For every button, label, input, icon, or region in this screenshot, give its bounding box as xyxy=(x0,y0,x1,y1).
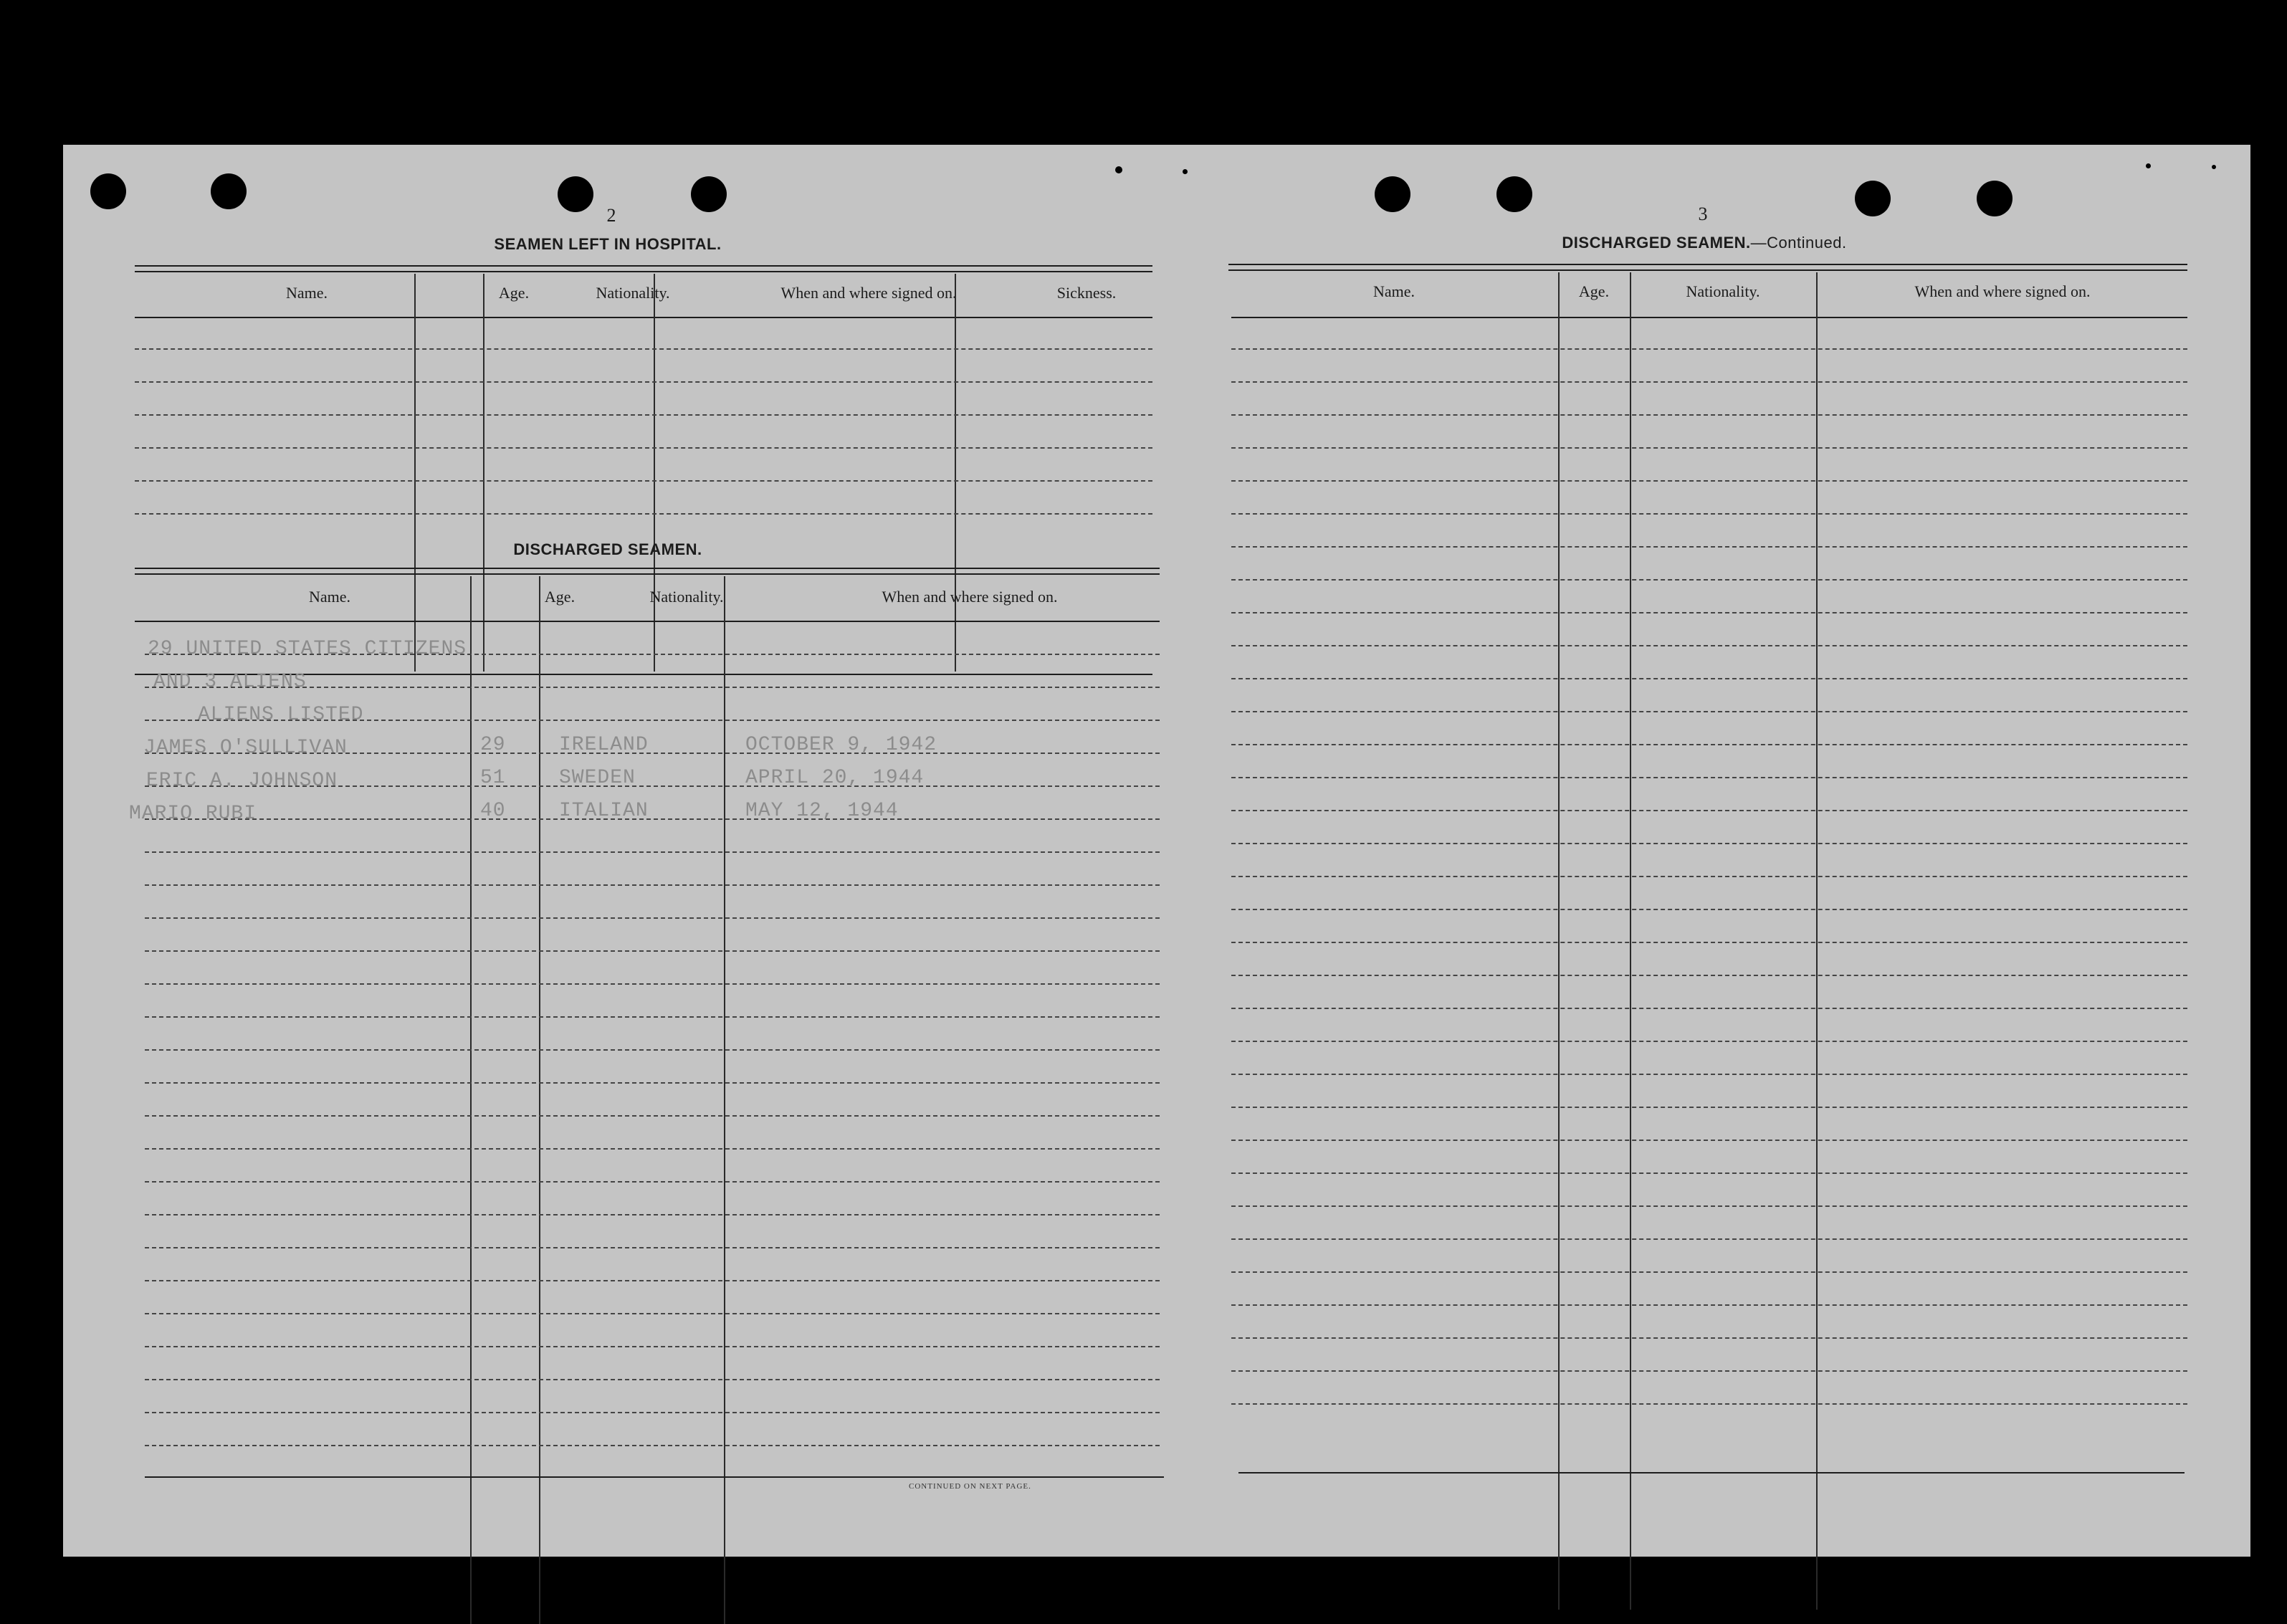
seaman-signed-on: APRIL 20, 1944 xyxy=(745,767,925,789)
ruled-line xyxy=(1231,1370,2187,1372)
ruled-line xyxy=(135,348,1152,350)
ruled-line xyxy=(1231,744,2187,745)
hospital-col-name: Name. xyxy=(285,284,328,302)
column-divider xyxy=(724,576,725,1624)
punch-hole xyxy=(1977,181,2013,216)
punch-hole xyxy=(1375,176,1410,212)
ruled-line xyxy=(145,851,1160,853)
punch-hole xyxy=(211,173,247,209)
discharged-col-name: Name. xyxy=(308,588,351,606)
ruled-line xyxy=(1231,1403,2187,1405)
hospital-section-title: SEAMEN LEFT IN HOSPITAL. xyxy=(494,235,722,253)
page-number: 2 xyxy=(606,205,616,226)
rule xyxy=(135,568,1160,569)
ruled-line xyxy=(145,983,1160,985)
ruled-line xyxy=(145,1313,1160,1314)
rule xyxy=(135,317,1152,318)
ruled-line xyxy=(135,381,1152,383)
ruled-line xyxy=(1231,942,2187,943)
ruled-line xyxy=(135,447,1152,449)
ruled-line xyxy=(1231,909,2187,910)
rule xyxy=(135,265,1152,267)
punch-hole xyxy=(691,176,727,212)
punch-hole xyxy=(1496,176,1532,212)
ruled-line xyxy=(145,917,1160,919)
column-divider xyxy=(414,274,416,672)
note-line: 29 UNITED STATES CITIZENS xyxy=(148,638,467,660)
discharged-continued-title xyxy=(1224,234,2185,252)
seaman-signed-on: OCTOBER 9, 1942 xyxy=(745,734,937,756)
page-number: 3 xyxy=(1698,204,1708,224)
seaman-name: JAMES O'SULLIVAN xyxy=(143,737,348,759)
ruled-line xyxy=(1231,1140,2187,1141)
ruled-line xyxy=(145,950,1160,952)
discharged-col-signed-on: When and where signed on. xyxy=(882,588,1058,606)
discharged-col-nationality: Nationality. xyxy=(649,588,724,606)
speck xyxy=(2212,165,2216,169)
speck xyxy=(2146,163,2151,168)
ruled-line xyxy=(145,1049,1160,1051)
seaman-signed-on: MAY 12, 1944 xyxy=(745,800,899,822)
rule xyxy=(1228,264,2187,265)
ruled-line xyxy=(1231,612,2187,613)
continued-col-nationality: Nationality. xyxy=(1686,282,1760,300)
ruled-line xyxy=(1231,1008,2187,1009)
ruled-line xyxy=(135,513,1152,515)
seaman-name: ERIC A. JOHNSON xyxy=(146,770,338,792)
column-divider xyxy=(955,274,956,672)
ruled-line xyxy=(1231,480,2187,482)
ruled-line xyxy=(145,1445,1160,1446)
ruled-line xyxy=(145,1214,1160,1215)
seaman-nationality: SWEDEN xyxy=(559,767,636,789)
column-divider xyxy=(1630,272,1631,1610)
column-divider xyxy=(470,576,472,1624)
ruled-line xyxy=(1231,546,2187,548)
column-divider xyxy=(483,274,484,672)
ruled-line xyxy=(1231,447,2187,449)
ruled-line xyxy=(1231,843,2187,844)
seaman-age: 40 xyxy=(480,800,506,822)
ruled-line xyxy=(145,1247,1160,1248)
ruled-line xyxy=(1231,1271,2187,1273)
ruled-line xyxy=(1231,1074,2187,1075)
title-text: DISCHARGED SEAMEN. xyxy=(1562,234,1751,252)
rule xyxy=(1238,1472,2185,1473)
ruled-line xyxy=(1231,810,2187,811)
seaman-nationality: ITALIAN xyxy=(559,800,649,822)
ruled-line xyxy=(1231,579,2187,581)
ruled-line xyxy=(145,1181,1160,1183)
ruled-line xyxy=(1231,1238,2187,1240)
ruled-line xyxy=(1231,1107,2187,1108)
hospital-col-nationality: Nationality. xyxy=(596,284,670,302)
ruled-line xyxy=(145,1346,1160,1347)
seaman-age: 51 xyxy=(480,767,506,789)
speck xyxy=(1183,169,1188,174)
ruled-line xyxy=(145,1280,1160,1281)
ruled-line xyxy=(1231,678,2187,679)
hospital-col-age: Age. xyxy=(498,284,530,302)
hospital-col-signed-on: When and where signed on. xyxy=(780,284,957,302)
continued-col-signed-on: When and where signed on. xyxy=(1914,282,2091,300)
punch-hole xyxy=(558,176,593,212)
ledger-sheet xyxy=(63,145,2250,1557)
hospital-col-sickness: Sickness. xyxy=(1056,284,1117,302)
discharged-col-age: Age. xyxy=(544,588,576,606)
ruled-line xyxy=(1231,1041,2187,1042)
ruled-line xyxy=(145,1016,1160,1018)
rule xyxy=(135,573,1160,575)
ruled-line xyxy=(145,818,1160,820)
rule xyxy=(1228,269,2187,271)
note-line: AND 3 ALIENS xyxy=(153,671,307,693)
column-divider xyxy=(654,274,655,672)
ruled-line xyxy=(145,1115,1160,1117)
ruled-line xyxy=(1231,777,2187,778)
continued-note: CONTINUED ON NEXT PAGE. xyxy=(909,1482,1031,1491)
column-divider xyxy=(1816,272,1818,1610)
ruled-line xyxy=(1231,414,2187,416)
ruled-line xyxy=(1231,1172,2187,1174)
rule xyxy=(145,1476,1164,1478)
ruled-line xyxy=(135,480,1152,482)
rule xyxy=(135,271,1152,272)
discharged-section-title: DISCHARGED SEAMEN. xyxy=(513,540,702,558)
rule xyxy=(1231,317,2187,318)
ruled-line xyxy=(135,414,1152,416)
ruled-line xyxy=(1231,1304,2187,1306)
ruled-line xyxy=(1231,1205,2187,1207)
seaman-name: MARIO RUBI xyxy=(129,803,257,825)
punch-hole xyxy=(90,173,126,209)
ruled-line xyxy=(1231,513,2187,515)
column-divider xyxy=(539,576,540,1624)
ruled-line xyxy=(145,884,1160,886)
note-line: ALIENS LISTED xyxy=(198,704,364,726)
ruled-line xyxy=(1231,645,2187,646)
ruled-line xyxy=(1231,348,2187,350)
ruled-line xyxy=(1231,711,2187,712)
seaman-nationality: IRELAND xyxy=(559,734,649,756)
ruled-line xyxy=(145,1379,1160,1380)
title-suffix: —Continued. xyxy=(1750,234,1847,252)
ruled-line xyxy=(1231,381,2187,383)
rule xyxy=(135,621,1160,622)
continued-col-age: Age. xyxy=(1578,282,1610,300)
seaman-age: 29 xyxy=(480,734,506,756)
punch-hole xyxy=(1855,181,1891,216)
ruled-line xyxy=(145,1412,1160,1413)
ruled-line xyxy=(145,1082,1160,1084)
speck xyxy=(1115,166,1122,173)
column-divider xyxy=(1558,272,1560,1610)
ruled-line xyxy=(1231,876,2187,877)
ruled-line xyxy=(1231,1337,2187,1339)
continued-col-name: Name. xyxy=(1372,282,1415,300)
ruled-line xyxy=(1231,975,2187,976)
ruled-line xyxy=(145,1148,1160,1150)
